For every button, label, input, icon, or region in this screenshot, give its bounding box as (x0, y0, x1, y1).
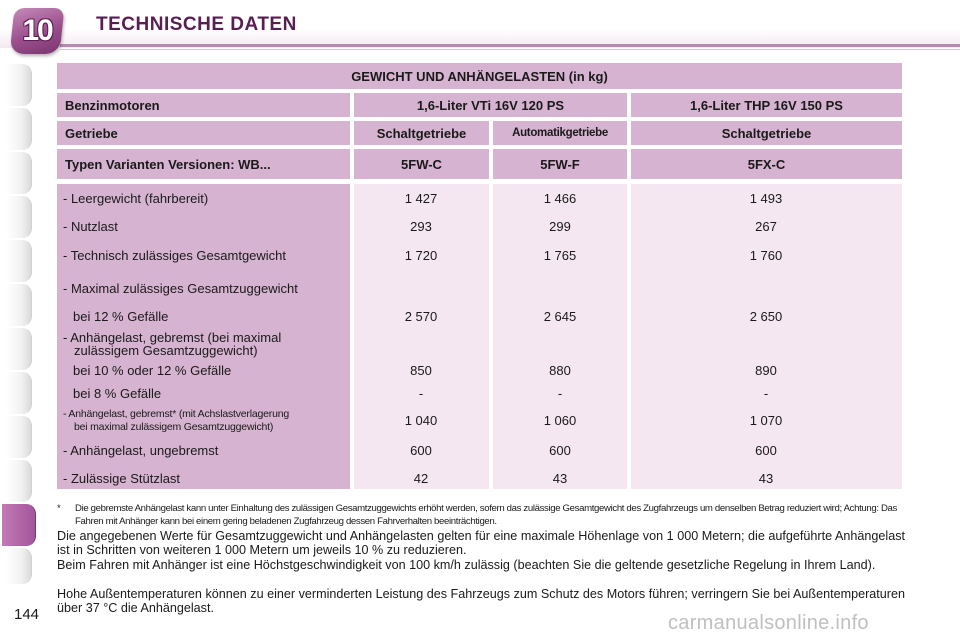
row-value: 267 (755, 219, 777, 234)
header-divider (60, 44, 960, 47)
paragraph-altitude: Die angegebenen Werte für Gesamtzuggewicht und Anhängelasten gelten für eine maximale Höhenlage von 1 000 Metern; die aufgeführte Anhängelast ist in Schritten von weiteren 1 000 Metern um jeweils 10 % zu reduzieren. (57, 529, 905, 557)
row-label-continued: bei maximal zulässigem Gesamtzuggewicht) (74, 421, 274, 433)
row-value: 1 070 (749, 413, 783, 428)
row-value: 1 427 (404, 191, 438, 206)
chapter-tab[interactable] (6, 64, 32, 106)
row-value: 1 493 (749, 191, 783, 206)
gearbox-header-3: Schaltgetriebe (631, 121, 902, 145)
chapter-tab[interactable] (6, 548, 32, 584)
row-value: 1 760 (749, 248, 783, 263)
row-label: bei 10 % oder 12 % Gefälle (73, 363, 232, 378)
row-value: 1 466 (543, 191, 577, 206)
row-value: 293 (410, 219, 432, 234)
chapter-number: 10 (22, 14, 52, 47)
row-label: - Anhängelast, ungebremst (63, 443, 219, 458)
row-value: - (763, 386, 769, 401)
row-value: 1 765 (543, 248, 577, 263)
engine-header-2: 1,6-Liter THP 16V 150 PS (631, 93, 902, 117)
row-value: 2 645 (543, 309, 577, 324)
types-label: Typen Varianten Versionen: WB... (57, 149, 350, 179)
row-label: - Maximal zulässiges Gesamtzuggewicht (63, 281, 298, 296)
engines-label: Benzinmotoren (57, 93, 350, 117)
row-label: - Anhängelast, gebremst* (mit Achslastverlagerung (63, 408, 289, 420)
page-title: TECHNISCHE DATEN (96, 14, 297, 35)
row-label: bei 12 % Gefälle (73, 309, 169, 324)
row-label: - Anhängelast, gebremst (bei maximal (63, 330, 282, 345)
chapter-tab[interactable] (6, 152, 32, 194)
chapter-tab[interactable] (6, 372, 32, 414)
row-value: - (557, 386, 563, 401)
engine-header-1: 1,6-Liter VTi 16V 120 PS (354, 93, 627, 117)
row-value: - (418, 386, 424, 401)
paragraph-temperature: Hohe Außentemperaturen können zu einer verminderten Leistung des Fahrzeugs zum Schutz des Motors führen; verringern Sie bei Außentemperaturen über 37 °C die Anhängelast. (57, 587, 905, 615)
row-label: - Zulässige Stützlast (63, 471, 181, 486)
chapter-tab[interactable] (6, 108, 32, 150)
row-value: 2 650 (749, 309, 783, 324)
row-value: 43 (552, 471, 568, 486)
chapter-tab[interactable] (6, 240, 32, 282)
row-value: 1 040 (404, 413, 438, 428)
chapter-tab[interactable] (6, 284, 32, 326)
row-label: - Nutzlast (63, 219, 118, 234)
header-divider-thin (60, 49, 960, 50)
type-header-3: 5FX-C (631, 149, 902, 179)
chapter-tab-strip (0, 64, 34, 584)
row-value: 299 (549, 219, 571, 234)
row-value: 43 (758, 471, 774, 486)
chapter-tab-active[interactable] (2, 504, 36, 546)
gearbox-header-2: Automatikgetriebe (493, 121, 627, 145)
chapter-tab[interactable] (6, 196, 32, 238)
row-value: 1 720 (404, 248, 438, 263)
page-number: 144 (14, 606, 40, 623)
footnote-text: Die gebremste Anhängelast kann unter Einhaltung des zulässigen Gesamtzuggewichts erhöht werden, sofern das zulässige Gesamtgewicht des Zugfahrzeugs um denselben Betrag reduziert wird; Achtung: Das Fahren mit Anhänger kann bei einem gering beladenen Zugfahrzeug dessen Fahrverhalten beeinträchtigen. (75, 503, 897, 527)
row-label: - Leergewicht (fahrbereit) (63, 191, 209, 206)
table-caption: GEWICHT UND ANHÄNGELASTEN (in kg) (57, 63, 902, 89)
chapter-tab[interactable] (6, 460, 32, 502)
paragraph-speed: Beim Fahren mit Anhänger ist eine Höchstgeschwindigkeit von 100 km/h zulässig (beachten Sie die geltende gesetzliche Regelung in Ihrem Land). (57, 558, 876, 572)
gearbox-header-1: Schaltgetriebe (354, 121, 489, 145)
gearbox-label: Getriebe (57, 121, 350, 145)
row-value: 880 (549, 363, 571, 378)
row-value: 2 570 (404, 309, 438, 324)
chapter-tab[interactable] (6, 416, 32, 458)
row-value: 42 (413, 471, 429, 486)
row-label: bei 8 % Gefälle (73, 386, 162, 401)
row-label: - Technisch zulässiges Gesamtgewicht (63, 248, 287, 263)
row-value: 600 (410, 443, 432, 458)
row-label-continued: zulässigem Gesamtzuggewicht) (74, 343, 258, 358)
row-value: 600 (549, 443, 571, 458)
chapter-tab[interactable] (6, 328, 32, 370)
type-header-1: 5FW-C (354, 149, 489, 179)
row-value: 890 (755, 363, 777, 378)
row-value: 600 (755, 443, 777, 458)
watermark: carmanualsonline.info (668, 612, 869, 634)
footnote-mark: * (57, 503, 61, 514)
row-value: 850 (410, 363, 432, 378)
type-header-2: 5FW-F (493, 149, 627, 179)
row-value: 1 060 (543, 413, 577, 428)
